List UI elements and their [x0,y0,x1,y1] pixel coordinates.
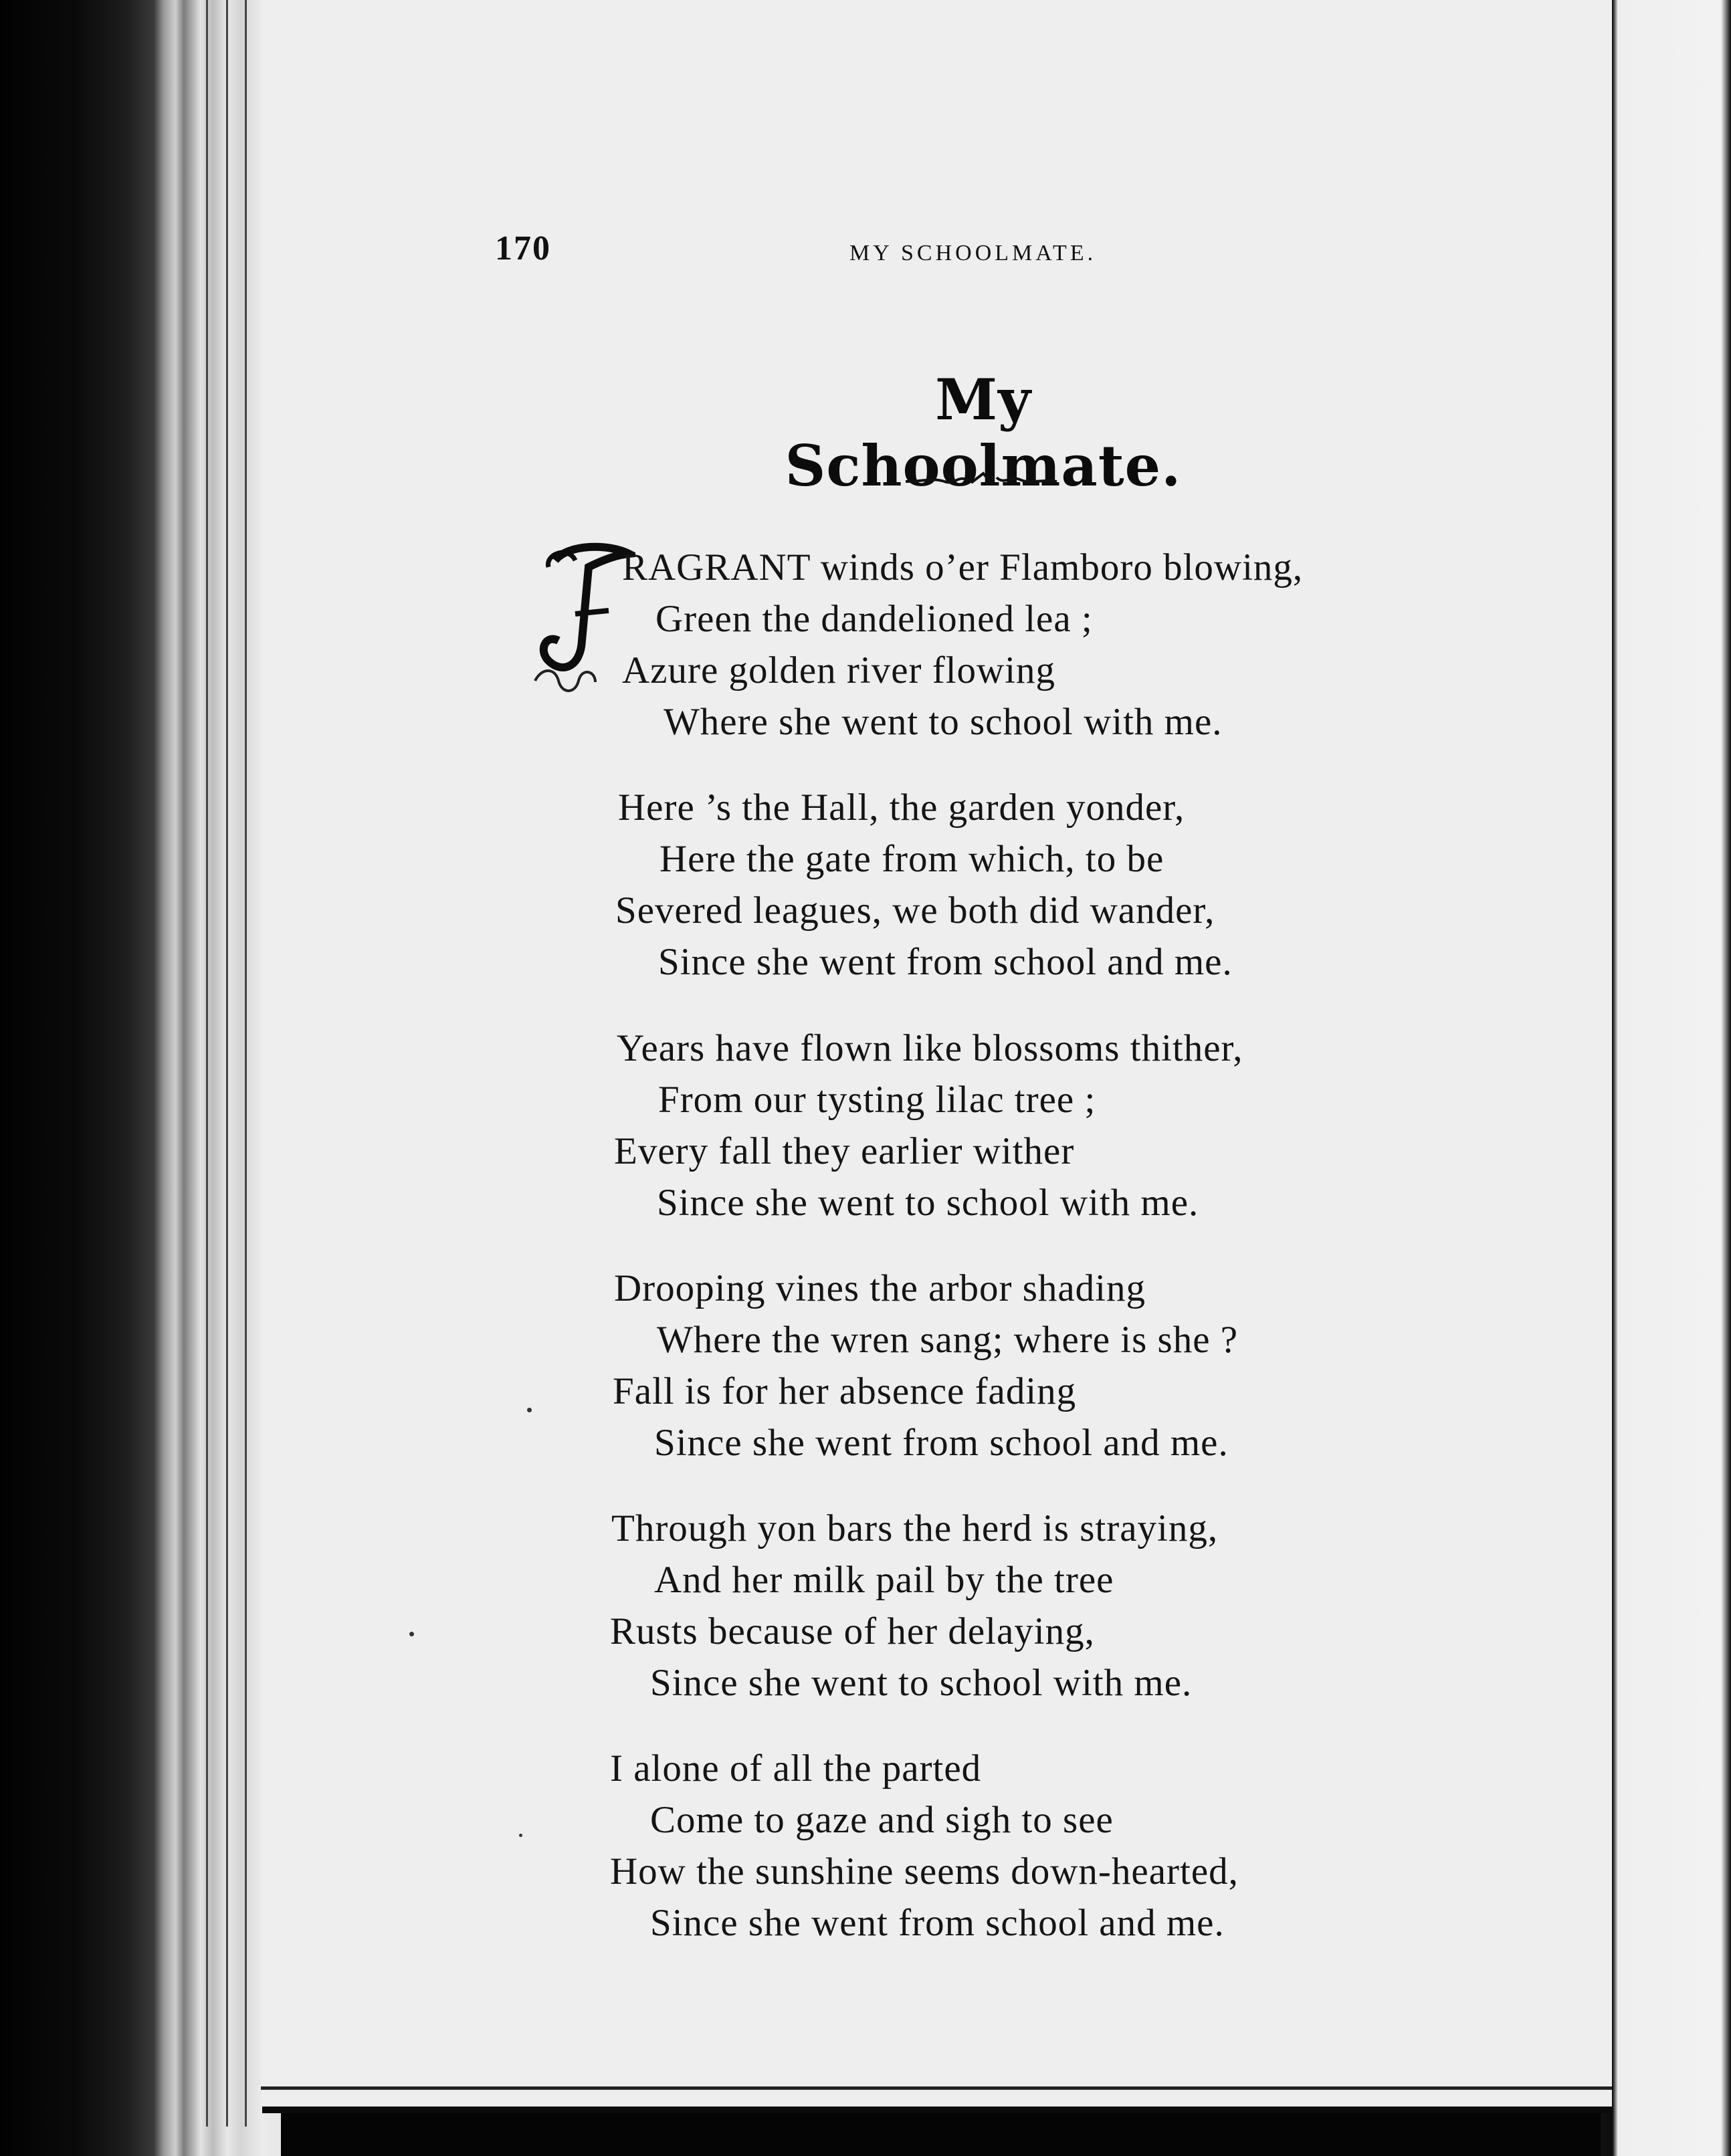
poem-line: Since she went from school and me. [654,1422,1229,1464]
paper-speck [519,1834,522,1837]
poem-line: Here the gate from which, to be [659,838,1164,880]
poem-line: Fall is for her absence fading [613,1370,1077,1412]
poem-line: Where the wren sang; where is she ? [657,1319,1239,1361]
poem-line: Since she went from school and me. [650,1902,1225,1944]
poem-line: Since she went to school with me. [650,1662,1193,1704]
poem-line: Azure golden river flowing [622,649,1056,691]
page-number: 170 [495,229,551,267]
paper-speck [527,1408,532,1412]
poem-line: RAGRANT winds o’er Flamboro blowing, [622,546,1304,588]
poem-line: From our tysting lilac tree ; [658,1079,1096,1121]
poem-line: Here ’s the Hall, the garden yonder, [618,786,1185,829]
poem-line: Come to gaze and sigh to see [650,1799,1114,1841]
poem-line: Rusts because of her delaying, [610,1610,1095,1652]
running-title: MY SCHOOLMATE. [849,241,1097,265]
poem-line: Since she went from school and me. [658,941,1233,983]
poem-line: Where she went to school with me. [664,701,1223,743]
poem-line: Since she went to school with me. [657,1182,1199,1224]
poem-title: My Schoolmate. [785,366,1182,499]
poem-line: How the sunshine seems down-hearted, [610,1850,1239,1893]
poem-line: Through yon bars the herd is straying, [611,1507,1219,1549]
poem-line: And her milk pail by the tree [654,1559,1114,1601]
poem-line: Every fall they earlier wither [614,1130,1075,1172]
poem-line: Drooping vines the arbor shading [614,1267,1146,1309]
poem-line: Severed leagues, we both did wander, [615,889,1215,932]
paper-speck [409,1632,414,1636]
poem-line: Green the dandelioned lea ; [655,598,1093,640]
poem-line: Years have flown like blossoms thither, [617,1027,1243,1069]
poem-line: I alone of all the parted [610,1747,982,1790]
